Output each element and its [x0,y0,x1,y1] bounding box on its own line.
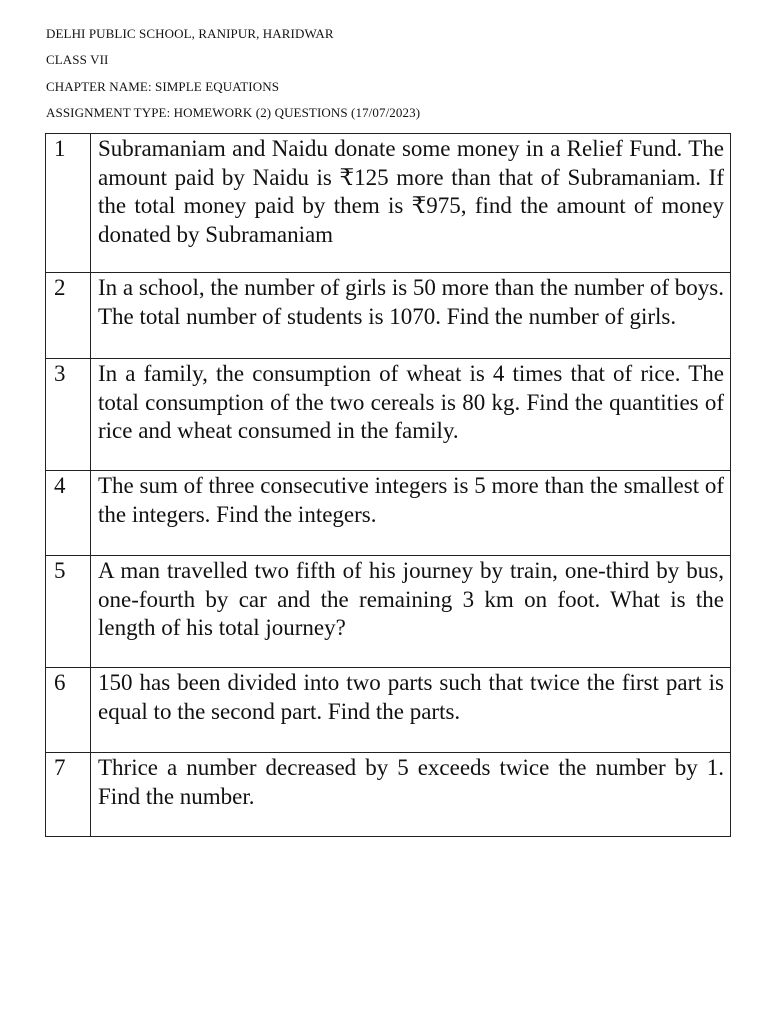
question-row [46,359,731,471]
question-number: 4 [46,471,91,556]
question-row [46,273,731,359]
question-text: In a school, the number of girls is 50 more than the number of boys. The total number of students is 1070. Find the number of girls. [91,273,731,359]
questions-table [45,133,731,837]
question-row [46,134,731,273]
question-row [46,753,731,837]
question-text: A man travelled two fifth of his journey by train, one-third by bus, one-fourth by car and the remaining 3 km on foot. What is the length of his total journey? [91,556,731,668]
question-text: The sum of three consecutive integers is 5 more than the smallest of the integers. Find the integers. [91,471,731,556]
question-number: 7 [46,753,91,837]
question-row [46,668,731,753]
question-number: 6 [46,668,91,753]
class-name: CLASS VII [46,52,109,67]
question-number: 1 [46,134,91,273]
question-number: 3 [46,359,91,471]
question-text: In a family, the consumption of wheat is 4 times that of rice. The total consumption of the two cereals is 80 kg. Find the quantities of rice and wheat consumed in the family. [91,359,731,471]
question-row [46,556,731,668]
assignment-type: ASSIGNMENT TYPE: HOMEWORK (2) QUESTIONS (17/07/2023) [46,105,421,120]
question-text: Subramaniam and Naidu donate some money in a Relief Fund. The amount paid by Naidu is ₹125 more than that of Subramaniam. If the total money paid by them is ₹975, find the amount of money donated by Subramaniam [91,134,731,273]
school-name: DELHI PUBLIC SCHOOL, RANIPUR, HARIDWAR [46,26,334,41]
question-number: 2 [46,273,91,359]
question-text: Thrice a number decreased by 5 exceeds twice the number by 1. Find the number. [91,753,731,837]
question-row [46,471,731,556]
chapter-name: CHAPTER NAME: SIMPLE EQUATIONS [46,79,280,94]
question-text: 150 has been divided into two parts such that twice the first part is equal to the second part. Find the parts. [91,668,731,753]
question-number: 5 [46,556,91,668]
